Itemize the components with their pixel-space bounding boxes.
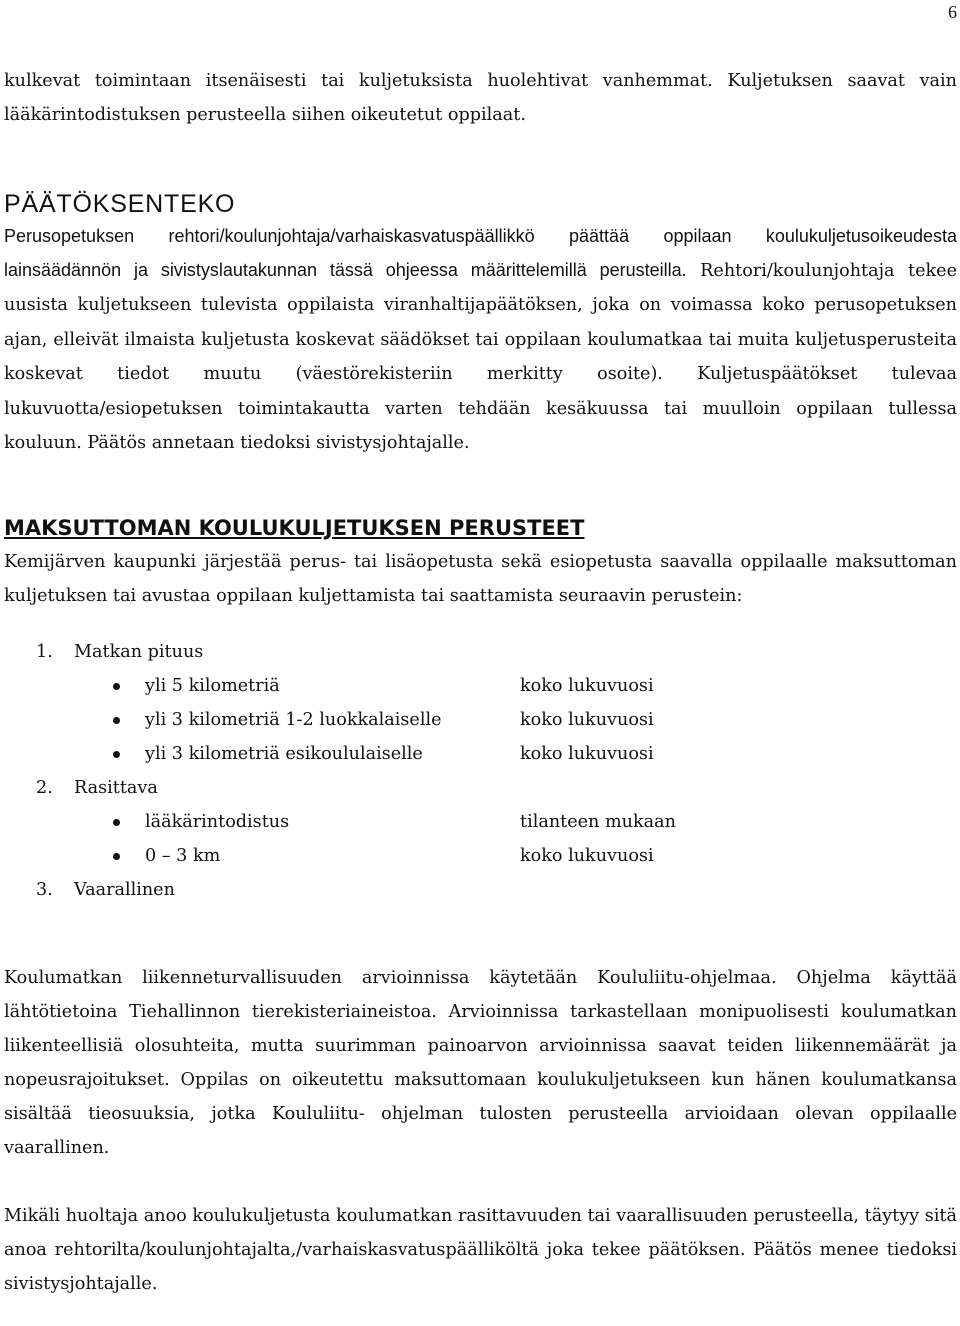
subitem-label: lääkärintodistus — [145, 811, 290, 832]
criteria-subitem — [4, 669, 957, 703]
transport-request-paragraph: Mikäli huoltaja anoo koulukuljetusta koulumatkan rasittavuuden tai vaarallisuuden perusteella, täytyy sitä anoa rehtorilta/koulunjohtajalta,/varhaiskasvatuspäälliköltä joka tekee päätöksen. Päätös menee tiedoksi sivistysjohtajalle. — [4, 1205, 957, 1294]
bullet-icon — [113, 751, 120, 758]
criteria-subitem — [4, 703, 957, 737]
document-body — [4, 64, 957, 1301]
subitem-value: koko lukuvuosi — [520, 845, 654, 866]
section-heading-decision-making: PÄÄTÖKSENTEKO — [4, 190, 236, 218]
bullet-icon — [113, 853, 120, 860]
traffic-safety-paragraph: Koulumatkan liikenneturvallisuuden arvioinnissa käytetään Koululiitu-ohjelmaa. Ohjelma käyttää lähtötietoina Tiehallinnon tierekisteriaineistoa. Arvioinnissa tarkastellaan monipuolisesti koulumatkan liikenteellisiä olosuhteita, mutta suurimman painoarvon arvioinnissa saavat teiden liikennemäärät ja nopeusrajoitukset. Oppilas on oikeutettu maksuttomaan koulukuljetukseen kun hänen koulumatkansa sisältää tieosuuksia, jotka Koululiitu- ohjelman tulosten perusteella arvioidaan olevan oppilaalle vaarallinen. — [4, 967, 957, 1158]
bullet-icon — [113, 717, 120, 724]
section-heading-free-transport-criteria: MAKSUTTOMAN KOULUKULJETUKSEN PERUSTEET — [4, 515, 585, 540]
decision-making-serif-text: Rehtori/koulunjohtaja tekee uusista kuljetukseen tulevista oppilaista viranhaltijapäätöksen, joka on voimassa koko perusopetuksen ajan, elleivät ilmaista kuljetusta koskevat säädökset tai oppilaan koulumatkaa tai muita kuljetusperusteita koskevat tiedot muutu (väestörekisteriin merkitty osoite). Kuljetuspäätökset tulevaa lukuvuotta/esiopetuksen toimintakautta varten tehdään kesäkuussa tai muulloin oppilaan tullessa kouluun. Päätös annetaan tiedoksi sivistysjohtajalle. — [4, 260, 957, 453]
page-number: 6 — [948, 2, 957, 22]
subitem-value: koko lukuvuosi — [520, 709, 654, 730]
criteria-item-distance — [4, 635, 957, 669]
criteria-subitem — [4, 737, 957, 771]
criteria-label: Rasittava — [74, 777, 158, 798]
subitem-label: yli 5 kilometriä — [145, 675, 280, 696]
criteria-item-dangerous — [4, 873, 957, 907]
criteria-list — [4, 635, 957, 907]
bullet-icon — [113, 819, 120, 826]
subitem-value: koko lukuvuosi — [520, 675, 654, 696]
criteria-label: Matkan pituus — [74, 641, 204, 662]
intro-paragraph: kulkevat toimintaan itsenäisesti tai kuljetuksista huolehtivat vanhemmat. Kuljetuksen saavat vain lääkärintodistuksen perusteella siihen oikeutetut oppilaat. — [4, 71, 957, 125]
criteria-number: 2. — [36, 777, 53, 798]
criteria-subitem — [4, 805, 957, 839]
bullet-icon — [113, 683, 120, 690]
decision-making-sans-text: Perusopetuksen rehtori/koulunjohtaja/varhaiskasvatuspäällikkö päättää oppilaan koulukuljetusoikeudesta lainsäädännön ja sivistyslautakunnan tässä ohjeessa määrittelemillä perusteilla. — [4, 226, 957, 280]
criteria-label: Vaarallinen — [74, 879, 175, 900]
criteria-number: 1. — [36, 641, 53, 662]
decision-making-paragraph — [4, 220, 957, 461]
subitem-label: yli 3 kilometriä esikoululaiselle — [145, 743, 423, 764]
free-transport-intro-paragraph: Kemijärven kaupunki järjestää perus- tai lisäopetusta sekä esiopetusta saavalla oppilaalle maksuttoman kuljetuksen tai avustaa oppilaan kuljettamista tai saattamista seuraavin perustein: — [4, 551, 957, 606]
subitem-label: 0 – 3 km — [145, 845, 221, 866]
subitem-value: koko lukuvuosi — [520, 743, 654, 764]
subitem-value: tilanteen mukaan — [520, 811, 676, 832]
criteria-item-strenuous — [4, 771, 957, 805]
criteria-number: 3. — [36, 879, 53, 900]
criteria-subitem — [4, 839, 957, 873]
subitem-label: yli 3 kilometriä 1-2 luokkalaiselle — [145, 709, 442, 730]
